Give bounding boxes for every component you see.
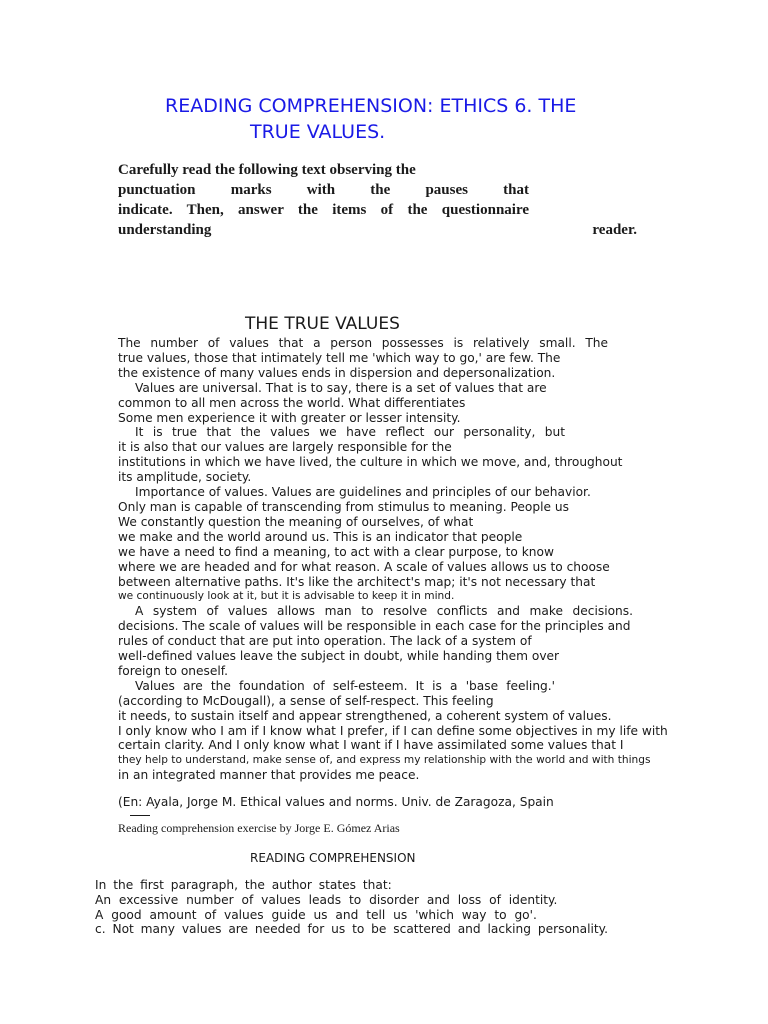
instructions-line-3: indicate. Then, answer the items of the questionnaire xyxy=(118,202,529,218)
text-line: in an integrated manner that provides me peace. xyxy=(118,768,420,783)
text-line: we have a need to find a meaning, to act with a clear purpose, to know xyxy=(118,544,554,559)
instructions-paragraph xyxy=(118,160,637,240)
answer-option: c. Not many values are needed for us to be scattered and lacking personality. xyxy=(95,922,608,937)
text-line: the existence of many values ends in dispersion and depersonalization. xyxy=(118,365,556,380)
text-line: they help to understand, make sense of, and express my relationship with the world and with things xyxy=(118,754,651,767)
questionnaire-heading: READING COMPREHENSION xyxy=(250,851,416,865)
text-line: its amplitude, society. xyxy=(118,470,252,485)
text-line: certain clarity. And I only know what I want if I have assimilated some values that I xyxy=(118,738,624,753)
text-line: it needs, to sustain itself and appear strengthened, a coherent system of values. xyxy=(118,708,612,723)
text-line: we continuously look at it, but it is advisable to keep it in mind. xyxy=(118,590,455,603)
text-line: institutions in which we have lived, the culture in which we move, and, throughout xyxy=(118,455,623,470)
text-line: Values are universal. That is to say, there is a set of values that are xyxy=(135,380,547,395)
text-line: where we are headed and for what reason. A scale of values allows us to choose xyxy=(118,559,610,574)
text-line: Only man is capable of transcending from stimulus to meaning. People us xyxy=(118,499,569,514)
question-prompt: In the first paragraph, the author states that: xyxy=(95,878,392,892)
text-line: it is also that our values are largely responsible for the xyxy=(118,440,452,455)
text-line: we make and the world around us. This is an indicator that people xyxy=(118,529,523,544)
instructions-line-4 xyxy=(118,220,637,240)
text-line: We constantly question the meaning of ourselves, of what xyxy=(118,514,474,529)
answer-option: A good amount of values guide us and tell us 'which way to go'. xyxy=(95,907,537,922)
document-title-line1: READING COMPREHENSION: ETHICS 6. THE xyxy=(165,95,577,117)
instructions-line-4-right: reader. xyxy=(592,222,637,238)
instructions-line-4-left: understanding xyxy=(118,222,212,238)
text-line: between alternative paths. It's like the architect's map; it's not necessary that xyxy=(118,574,596,589)
reading-text xyxy=(118,336,678,783)
text-line: true values, those that intimately tell me 'which way to go,' are few. The xyxy=(118,350,561,365)
text-line: (according to McDougall), a sense of self-respect. This feeling xyxy=(118,693,494,708)
text-line: I only know who I am if I know what I prefer, if I can define some objectives in my life with xyxy=(118,723,668,738)
text-line: A system of values allows man to resolve conflicts and make decisions. xyxy=(135,604,633,619)
text-line: Importance of values. Values are guidelines and principles of our behavior. xyxy=(135,485,591,500)
section-subtitle: THE TRUE VALUES xyxy=(245,314,400,334)
text-line: Some men experience it with greater or lesser intensity. xyxy=(118,410,461,425)
instructions-line-2: punctuation marks with the pauses that xyxy=(118,182,529,198)
questionnaire xyxy=(95,878,655,937)
text-line: common to all men across the world. What differentiates xyxy=(118,395,466,410)
text-line: rules of conduct that are put into operation. The lack of a system of xyxy=(118,634,532,649)
text-line: The number of values that a person possesses is relatively small. The xyxy=(118,336,608,350)
document-title-line2: TRUE VALUES. xyxy=(250,121,386,143)
text-line: It is true that the values we have reflect our personality, but xyxy=(135,425,565,440)
footnote-divider xyxy=(130,815,150,816)
author-credit: Reading comprehension exercise by Jorge E. Gómez Arias xyxy=(118,821,400,835)
source-citation: (En: Ayala, Jorge M. Ethical values and norms. Univ. de Zaragoza, Spain xyxy=(118,795,554,809)
instructions-line-1: Carefully read the following text observing the xyxy=(118,162,416,178)
text-line: foreign to oneself. xyxy=(118,663,229,678)
text-line: decisions. The scale of values will be responsible in each case for the principles and xyxy=(118,619,631,634)
text-line: well-defined values leave the subject in doubt, while handing them over xyxy=(118,649,560,664)
answer-option: An excessive number of values leads to disorder and loss of identity. xyxy=(95,892,558,907)
text-line: Values are the foundation of self-esteem. It is a 'base feeling.' xyxy=(135,678,555,693)
